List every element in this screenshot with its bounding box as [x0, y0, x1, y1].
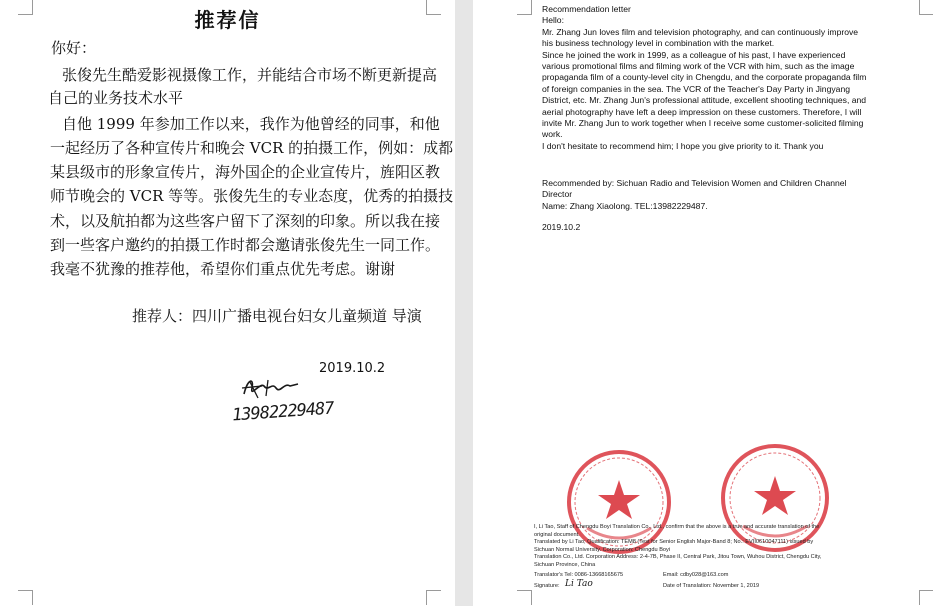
- translator-tel: Translator's Tel: 0086-13668165675: [534, 572, 624, 578]
- date-cn: 2019.10.2: [319, 361, 386, 376]
- certification-line: Translation Co., Ltd. Corporation Address: 2-4-7B, Phase II, Central Park, Jitou Town, Wuhou District, Chengdu City,: [534, 554, 822, 561]
- letter-title-en: Recommendation letter: [542, 4, 631, 14]
- crop-mark: [426, 590, 441, 605]
- translator-certification: [534, 524, 854, 570]
- handwritten-signature: [238, 374, 308, 404]
- body-line-cn: 一起经历了各种宣传片和晚会 VCR 的拍摄工作，例如：成都: [50, 139, 454, 157]
- certification-line: Sichuan Normal University. Corporation: Chengdu Boyi: [534, 546, 671, 553]
- body-line-en: of foreign companies in the sea. The VCR of the Teacher's Day Party in Jingyang: [542, 83, 851, 94]
- certification-line: Sichuan Province, China: [534, 561, 596, 568]
- body-line-cn: 自他 1999 年参加工作以来，我作为他曾经的同事，和他: [62, 115, 440, 133]
- translator-email: Email: cdby028@163.com: [663, 572, 729, 578]
- body-line-en: his business technology level in combination with the market.: [542, 38, 775, 49]
- crop-mark: [517, 0, 532, 15]
- recommended-by-en: [542, 178, 846, 212]
- certification-line: Translated by Li Tao; Qualification: TEM8 (Test for Senior English Major-Band 8; No.: EVII0610047111) issued by: [534, 539, 814, 546]
- body-line-en: District, etc. Mr. Zhang Jun's professional attitude, excellent shooting techniques, and: [542, 95, 867, 106]
- body-line-cn: 自己的业务技术水平: [48, 89, 184, 107]
- body-line-cn: 术，以及航拍都为这些客户留下了深刻的印象。所以我在接: [50, 212, 441, 230]
- certification-line: original document.: [534, 531, 580, 538]
- body-line-en: work.: [542, 129, 563, 140]
- greeting-cn: 你好：: [51, 39, 97, 57]
- body-line-en: Since he joined the work in 1999, as a colleague of his past, I have experienced: [542, 49, 846, 60]
- translation-date: Date of Translation: November 1, 2019: [663, 583, 760, 589]
- body-line-en: various promotional films and filming work of the VCR with him, such as the image: [542, 61, 855, 72]
- body-line-en: aerial photography have left a deep impression on these customers. Therefore, I will: [542, 106, 862, 117]
- recommender-cn: 推荐人：四川广播电视台妇女儿童频道 导演: [132, 307, 422, 325]
- crop-mark: [919, 0, 933, 15]
- body-line-cn: 我毫不犹豫的推荐他，希望你们重点优先考虑。谢谢: [50, 260, 396, 278]
- body-line-en: Mr. Zhang Jun loves film and television photography, and can continuously improve: [542, 26, 859, 37]
- body-line-en: propaganda film of a county-level city in Chengdu, and the corporate propaganda film: [542, 72, 867, 83]
- recommended-by-line: Director: [542, 189, 573, 200]
- recommended-by-line: Recommended by: Sichuan Radio and Television Women and Children Channel: [542, 178, 847, 188]
- english-letter-body: [542, 4, 920, 152]
- date-en: 2019.10.2: [542, 222, 581, 232]
- body-line-cn: 张俊先生酷爱影视摄像工作，并能结合市场不断更新提高: [62, 66, 438, 84]
- body-line-cn: 师节晚会的 VCR 等等。张俊先生的专业态度，优秀的拍摄技: [50, 187, 454, 205]
- body-line-en: invite Mr. Zhang Jun to work together when I receive some customer-solicited filming: [542, 118, 864, 129]
- crop-mark: [18, 590, 33, 605]
- handwritten-phone: 13982229487: [231, 398, 335, 426]
- signature-label: Signature:: [534, 583, 560, 589]
- chinese-letter-page: [0, 0, 455, 606]
- crop-mark: [517, 590, 532, 605]
- name-tel-line: Name: Zhang Xiaolong. TEL:13982229487.: [542, 200, 708, 211]
- greeting-en: Hello:: [542, 15, 564, 26]
- letter-title-cn: 推荐信: [194, 8, 261, 32]
- crop-mark: [919, 590, 933, 605]
- english-translation-page: [473, 0, 933, 606]
- body-line-cn: 到一些客户邀约的拍摄工作时都会邀请张俊先生一同工作。: [50, 236, 441, 254]
- translator-signature: Li Tao: [565, 579, 593, 589]
- body-line-cn: 某县级市的形象宣传片，海外国企的企业宣传片，旌阳区教: [50, 163, 441, 181]
- certification-line: I, Li Tao, Staff of Chengdu Boyi Translation Co., Ltd., confirm that the above is a true and accurate translation of the: [534, 524, 820, 530]
- closing-en: I don't hesitate to recommend him; I hope you give priority to it. Thank you: [542, 140, 824, 151]
